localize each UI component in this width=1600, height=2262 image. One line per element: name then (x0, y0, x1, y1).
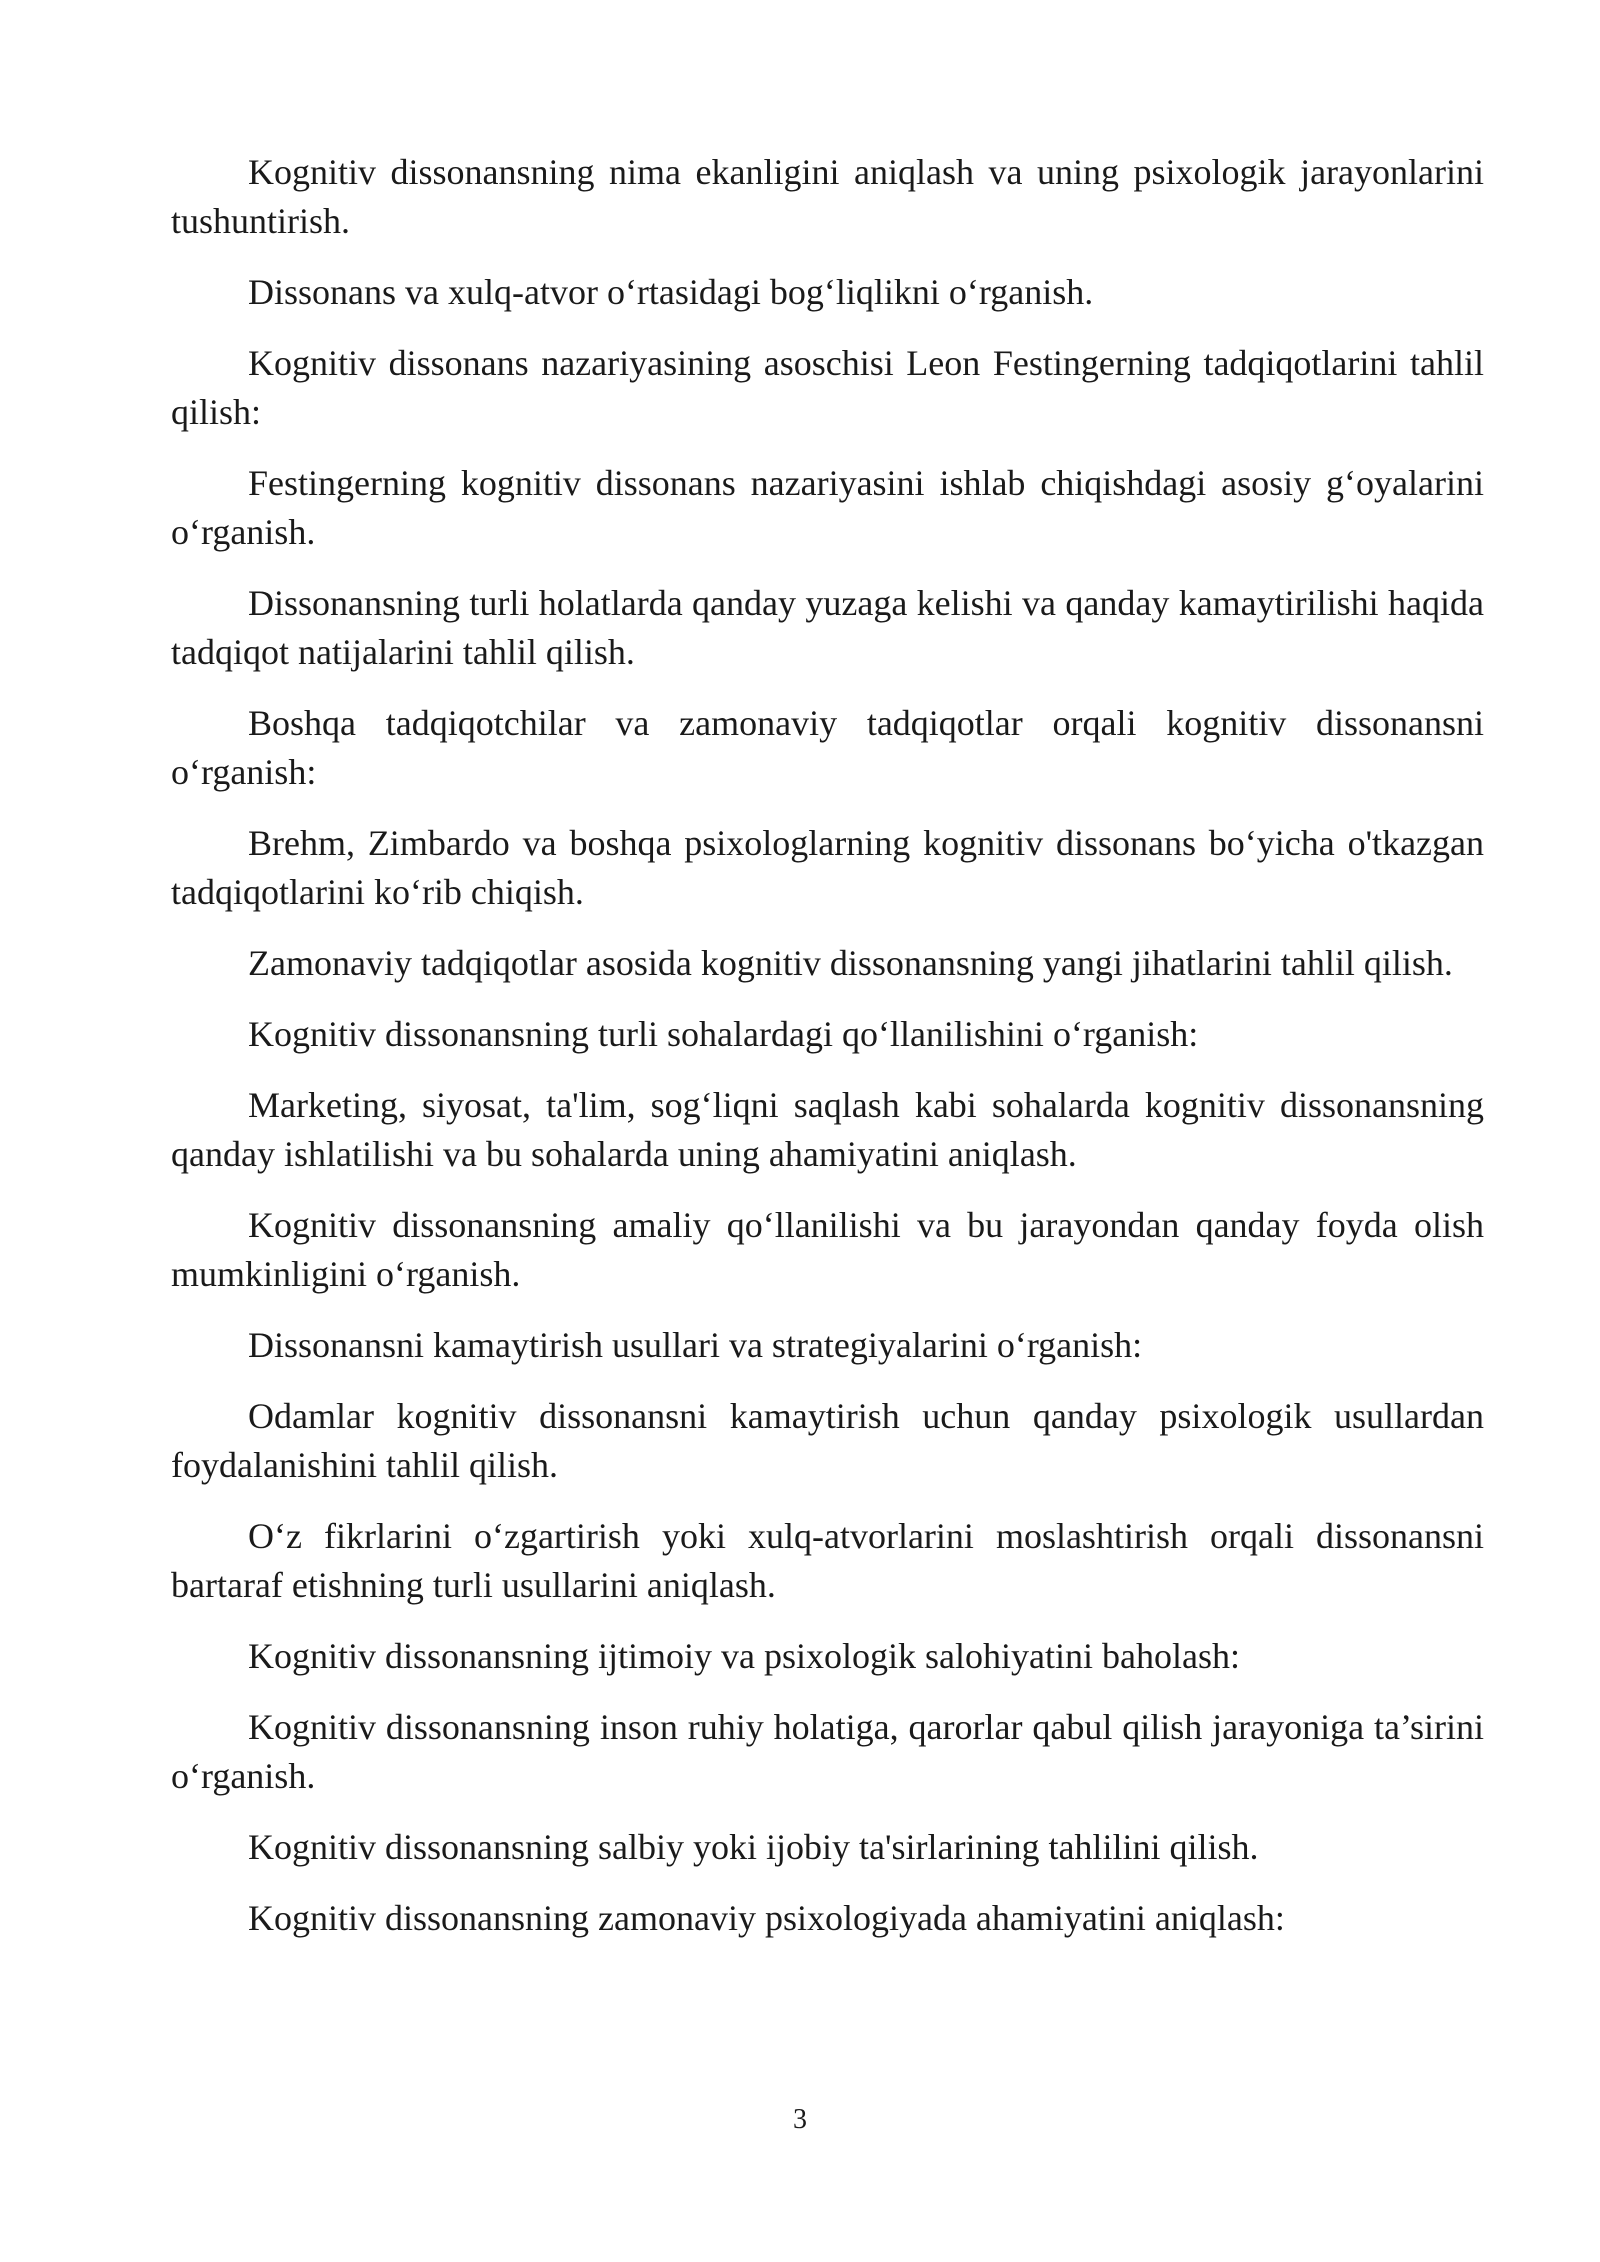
paragraph: Kognitiv dissonansning salbiy yoki ijobiy ta'sirlarining tahlilini qilish. (248, 1827, 1259, 1867)
paragraph: Zamonaviy tadqiqotlar asosida kognitiv dissonansning yangi jihatlarini tahlil qilish. (248, 943, 1453, 983)
paragraph: Dissonans va xulq-atvor o‘rtasidagi bog‘liqlikni o‘rganish. (248, 272, 1094, 312)
paragraph: O‘z fikrlarini o‘zgartirish yoki xulq-atvorlarini moslashtirish orqali dissonansni bartaraf etishning turli usullarini aniqlash. (171, 1516, 1484, 1605)
paragraph: Kognitiv dissonansning turli sohalardagi qo‘llanilishini o‘rganish: (248, 1014, 1199, 1054)
paragraph: Dissonansni kamaytirish usullari va strategiyalarini o‘rganish: (248, 1325, 1143, 1365)
page-body (171, 148, 1484, 1965)
paragraph: Dissonansning turli holatlarda qanday yuzaga kelishi va qanday kamaytirilishi haqida tadqiqot natijalarini tahlil qilish. (171, 583, 1484, 672)
page-number: 3 (793, 2104, 807, 2135)
paragraph: Festingerning kognitiv dissonans nazariyasini ishlab chiqishdagi asosiy g‘oyalarini o‘rganish. (171, 463, 1484, 552)
paragraph: Boshqa tadqiqotchilar va zamonaviy tadqiqotlar orqali kognitiv dissonansni o‘rganish: (171, 703, 1484, 792)
paragraph: Kognitiv dissonansning ijtimoiy va psixologik salohiyatini baholash: (248, 1636, 1240, 1676)
paragraph: Odamlar kognitiv dissonansni kamaytirish uchun qanday psixologik usullardan foydalanishini tahlil qilish. (171, 1396, 1484, 1485)
paragraph: Brehm, Zimbardo va boshqa psixologlarning kognitiv dissonans bo‘yicha o'tkazgan tadqiqotlarini ko‘rib chiqish. (171, 823, 1484, 912)
paragraph: Kognitiv dissonans nazariyasining asoschisi Leon Festingerning tadqiqotlarini tahlil qilish: (171, 343, 1484, 432)
paragraph: Kognitiv dissonansning amaliy qo‘llanilishi va bu jarayondan qanday foyda olish mumkinligini o‘rganish. (171, 1205, 1484, 1294)
paragraph: Kognitiv dissonansning zamonaviy psixologiyada ahamiyatini aniqlash: (248, 1898, 1285, 1938)
paragraph: Kognitiv dissonansning inson ruhiy holatiga, qarorlar qabul qilish jarayoniga ta’sirini o‘rganish. (171, 1707, 1484, 1796)
paragraph: Kognitiv dissonansning nima ekanligini aniqlash va uning psixologik jarayonlarini tushuntirish. (171, 152, 1484, 241)
paragraph: Marketing, siyosat, ta'lim, sog‘liqni saqlash kabi sohalarda kognitiv dissonansning qanday ishlatilishi va bu sohalarda uning ahamiyatini aniqlash. (171, 1085, 1484, 1174)
